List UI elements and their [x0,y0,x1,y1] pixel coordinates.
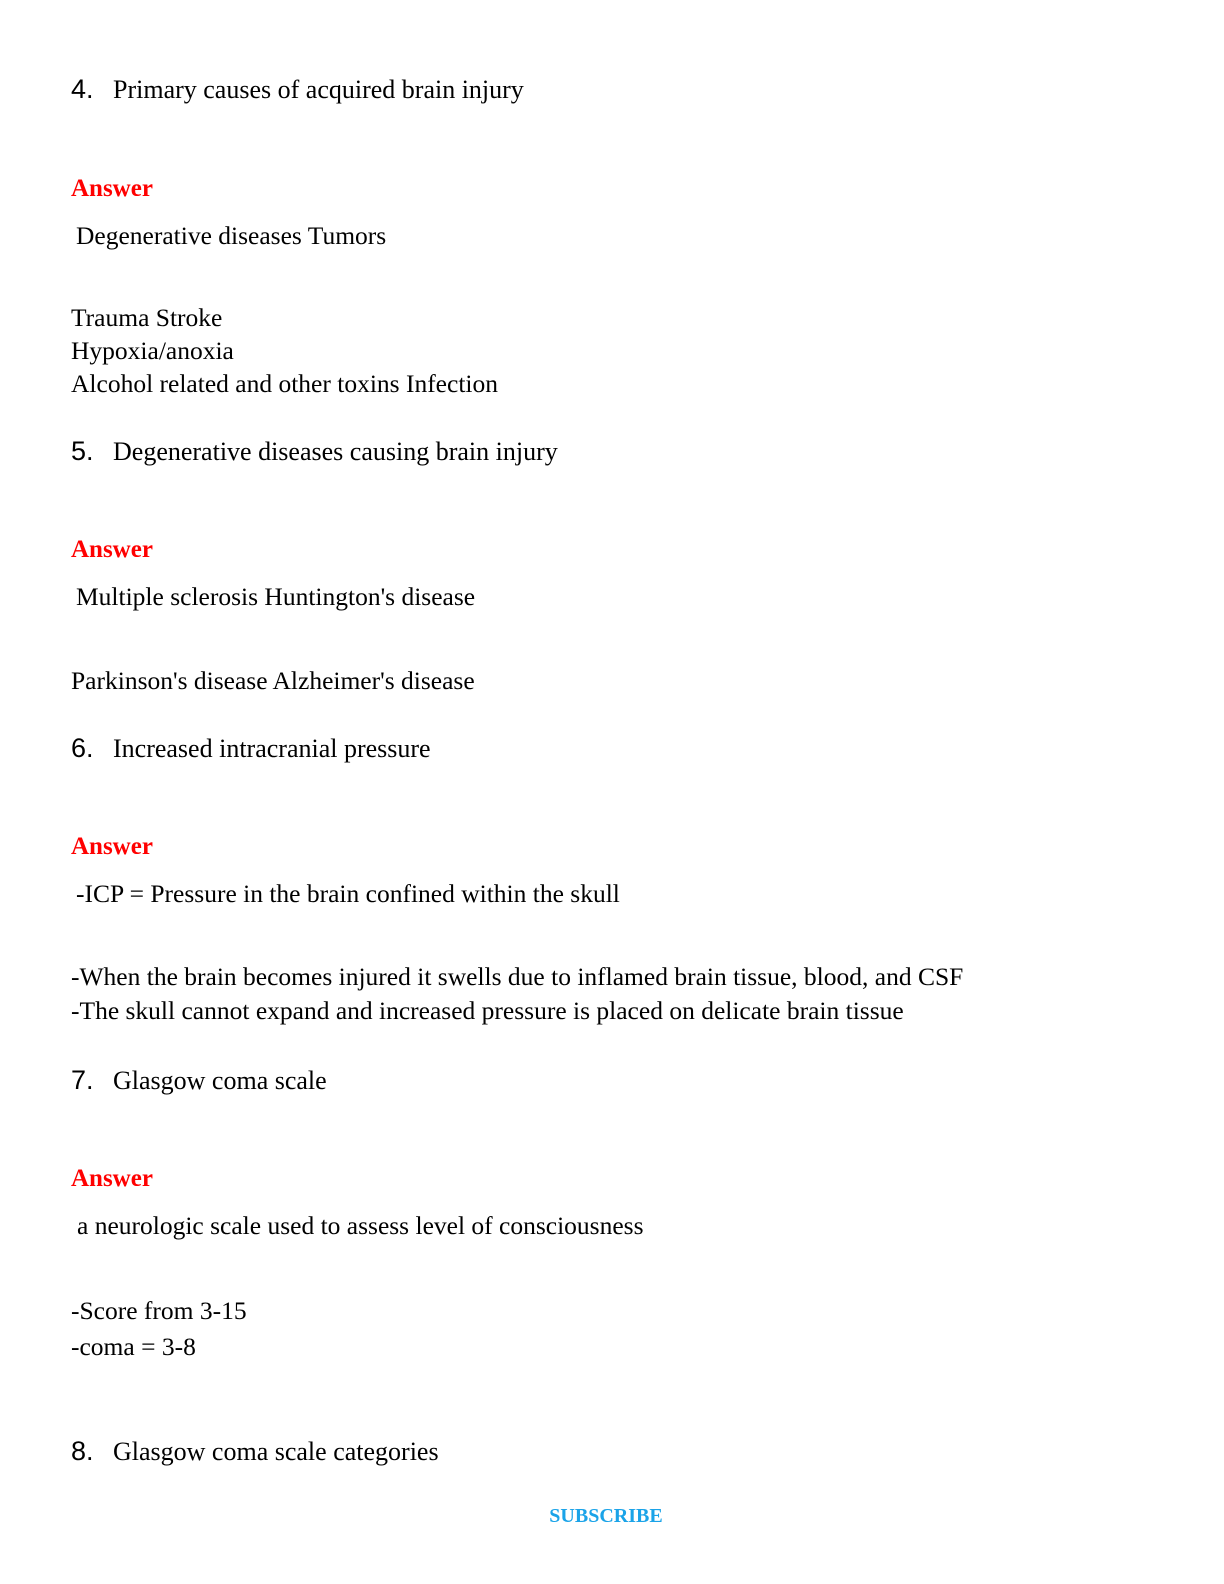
question-number: 4. [71,74,94,104]
question-8-heading [71,1438,439,1465]
answer-line: Hypoxia/anoxia [71,336,234,365]
question-7-heading [71,1067,327,1094]
answer-line: -When the brain becomes injured it swells due to inflamed brain tissue, blood, and CSF [71,962,964,991]
question-5-heading [71,438,558,465]
answer-line: -ICP = Pressure in the brain confined within the skull [76,879,620,908]
subscribe-link[interactable]: SUBSCRIBE [549,1505,663,1527]
question-number: 8. [71,1436,94,1466]
question-title: Glasgow coma scale [113,1066,327,1095]
answer-line: -The skull cannot expand and increased pressure is placed on delicate brain tissue [71,996,904,1025]
answer-line: -coma = 3-8 [71,1332,196,1361]
question-title: Primary causes of acquired brain injury [113,75,524,104]
question-6-heading [71,735,431,762]
answer-line: Degenerative diseases Tumors [76,221,387,250]
answer-line: Multiple sclerosis Huntington's disease [76,582,476,611]
answer-label: Answer [71,175,153,202]
answer-label: Answer [71,536,153,563]
answer-line: Alcohol related and other toxins Infection [71,369,498,398]
question-title: Glasgow coma scale categories [113,1437,439,1466]
question-4-heading [71,76,524,103]
answer-line: -Score from 3-15 [71,1296,247,1325]
answer-line: Trauma Stroke [71,303,223,332]
answer-line: a neurologic scale used to assess level of consciousness [77,1211,644,1240]
answer-line: Parkinson's disease Alzheimer's disease [71,666,475,695]
question-number: 5. [71,436,94,466]
answer-label: Answer [71,1165,153,1192]
question-title: Degenerative diseases causing brain injury [113,437,558,466]
question-number: 6. [71,733,94,763]
question-number: 7. [71,1065,94,1095]
question-title: Increased intracranial pressure [113,734,431,763]
answer-label: Answer [71,833,153,860]
